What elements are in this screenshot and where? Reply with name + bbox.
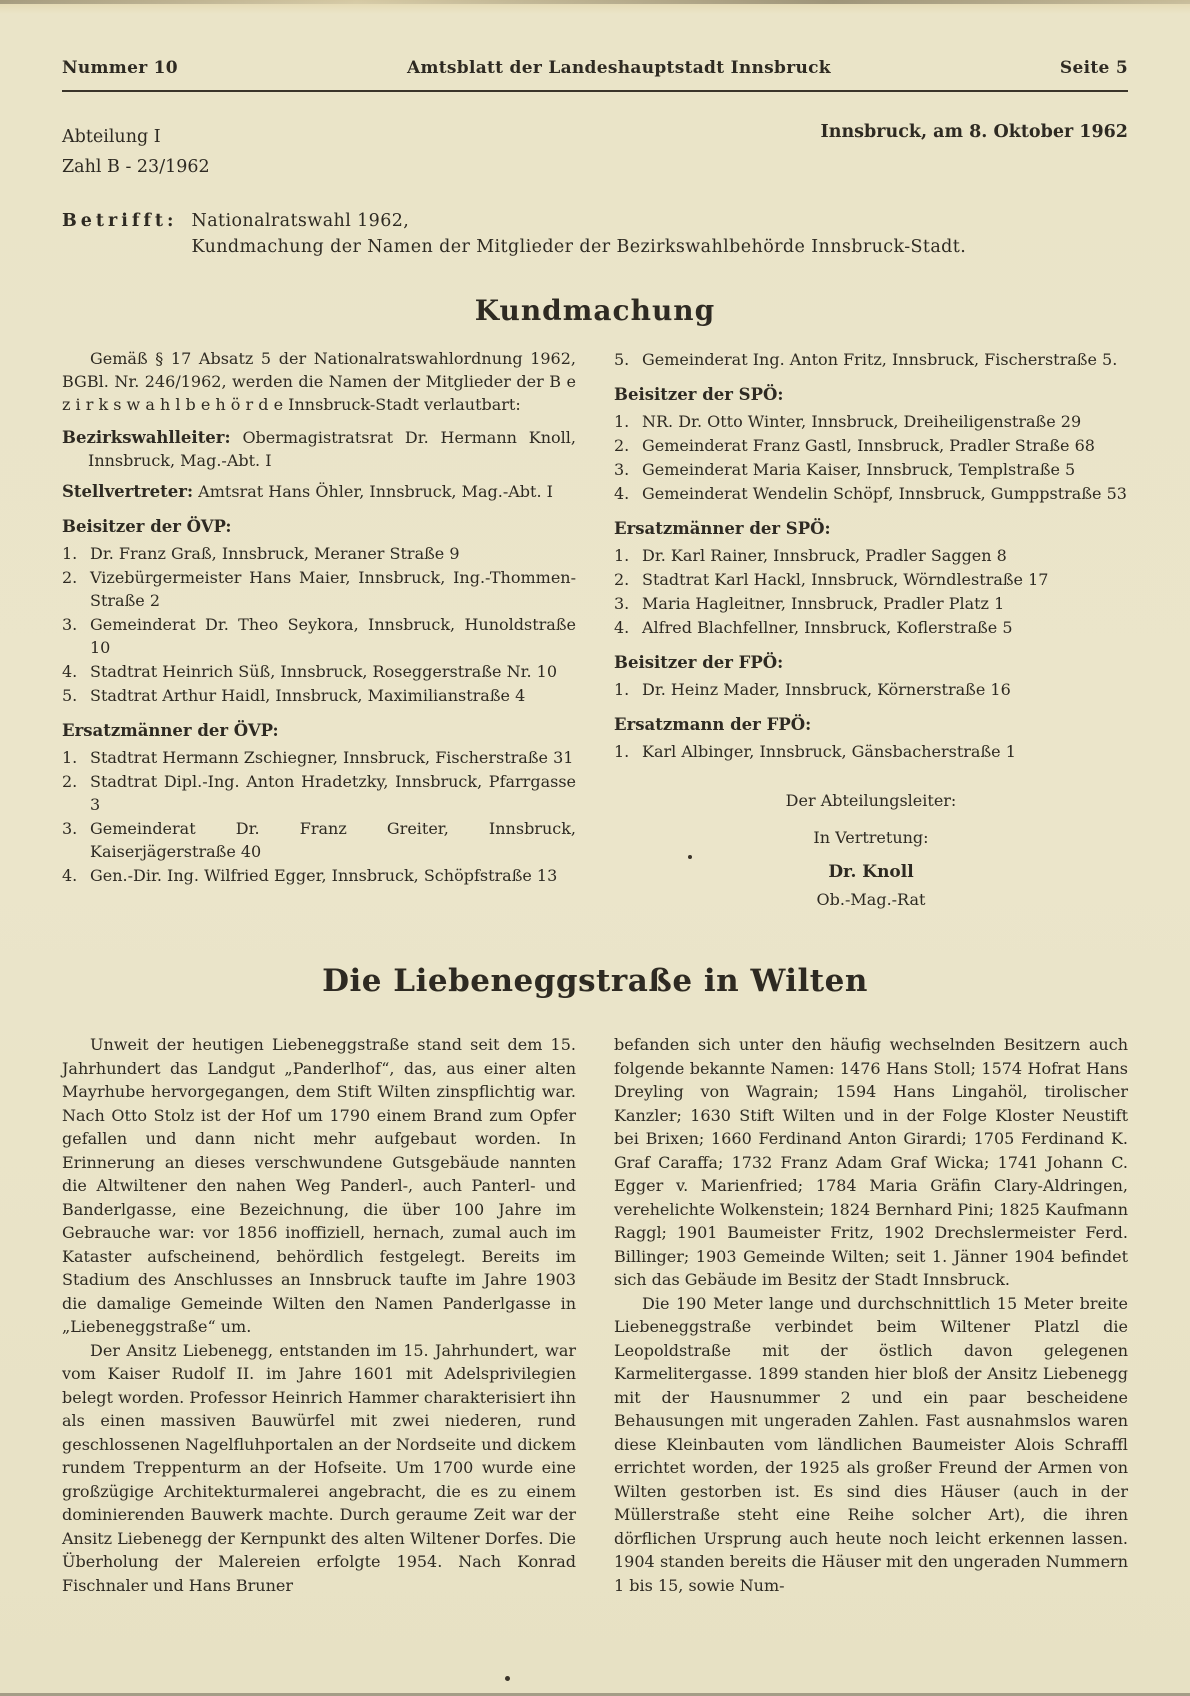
article-col-left [62, 1033, 576, 1597]
announcement-columns [62, 347, 1128, 911]
signature-deputy: In Vertretung: [813, 828, 929, 847]
section-heading-ovp-beisitzer: Beisitzer der ÖVP: [62, 517, 232, 536]
article-columns [62, 1033, 1128, 1597]
subject-block [62, 208, 1128, 260]
list-item: 4. Gen.-Dir. Ing. Wilfried Egger, Innsbruck, Schöpfstraße 13 [62, 866, 558, 885]
official-text: Amtsrat Hans Öhler, Innsbruck, Mag.-Abt. I [198, 482, 553, 501]
signature-role: Der Abteilungsleiter: [785, 791, 957, 810]
list-item: 2. Vizebürgermeister Hans Maier, Innsbruck, Ing.-Thommen-Straße 2 [62, 568, 576, 610]
list-item: 1. Dr. Heinz Mader, Innsbruck, Körnerstraße 16 [614, 680, 1011, 699]
list-item: 5. Gemeinderat Ing. Anton Fritz, Innsbruck, Fischerstraße 5. [614, 350, 1118, 369]
list-item: 3. Gemeinderat Maria Kaiser, Innsbruck, Templstraße 5 [614, 460, 1076, 479]
subject-line2: Kundmachung der Namen der Mitglieder der Bezirkswahlbehörde Innsbruck-Stadt. [191, 237, 967, 257]
list-item: 1. NR. Dr. Otto Winter, Innsbruck, Dreiheiligenstraße 29 [614, 412, 1082, 431]
section-heading-spo-ersatz: Ersatzmänner der SPÖ: [614, 519, 831, 538]
announcement-intro: Gemäß § 17 Absatz 5 der Nationalratswahlordnung 1962, BGBl. Nr. 246/1962, werden die Namen der Mitglieder der B e z i r k s w a h l b e h ö r d e Innsbruck-Stadt verlautbart: [62, 349, 576, 414]
page-number: Seite 5 [1059, 58, 1128, 78]
list-item: 4. Alfred Blachfellner, Innsbruck, Koflerstraße 5 [614, 618, 1013, 637]
list-item: 2. Stadtrat Dipl.-Ing. Anton Hradetzky, Innsbruck, Pfarrgasse 3 [62, 772, 576, 814]
announcement-col-left [62, 347, 576, 911]
list-item: 3. Gemeinderat Dr. Franz Greiter, Innsbruck, Kaiserjägerstraße 40 [62, 819, 576, 861]
signature-title: Ob.-Mag.-Rat [816, 890, 926, 909]
document-meta [62, 122, 1128, 182]
article-paragraph: befanden sich unter den häufig wechselnden Besitzern auch folgende bekannte Namen: 1476 Hans Stoll; 1574 Hofrat Hans Dreyling von Wagrain; 1594 Hans Lingahöl, tirolischer Kanzler; 1630 Stift Wilten und in der Folge Kloster Neustift bei Brixen; 1660 Ferdinand Anton Girardi; 1705 Ferdinand K. Graf Caraffa; 1732 Franz Adam Graf Wicka; 1741 Johann C. Egger v. Marienfried; 1784 Maria Gräfin Clary-Aldringen, verehelichte Wolkenstein; 1824 Bernhard Pini; 1825 Kaufmann Raggl; 1901 Baumeister Fritz, 1902 Drechslermeister Ferd. Billinger; 1903 Gemeinde Wilten; seit 1. Jänner 1904 befindet sich das Gebäude im Besitz der Stadt Innsbruck. [614, 1035, 1128, 1289]
list-item: 1. Stadtrat Hermann Zschiegner, Innsbruck, Fischerstraße 31 [62, 748, 574, 767]
list-item: 4. Stadtrat Heinrich Süß, Innsbruck, Roseggerstraße Nr. 10 [62, 662, 558, 681]
official-role: Stellvertreter: [62, 482, 194, 501]
subject-line1: Nationalratswahl 1962, [191, 211, 410, 231]
list-item: 2. Stadtrat Karl Hackl, Innsbruck, Wörndlestraße 17 [614, 570, 1049, 589]
section-heading-fpo-ersatz: Ersatzmann der FPÖ: [614, 715, 812, 734]
file-number: Zahl B - 23/1962 [62, 157, 210, 177]
subject-label: Betrifft: [62, 211, 178, 231]
list-item: 3. Gemeinderat Dr. Theo Seykora, Innsbruck, Hunoldstraße 10 [62, 615, 576, 657]
ink-speck [505, 1676, 510, 1681]
ink-speck [688, 855, 692, 859]
signature-block [614, 789, 1128, 911]
announcement-title: Kundmachung [474, 294, 716, 327]
article-paragraph: Die 190 Meter lange und durchschnittlich 15 Meter breite Liebeneggstraße verbindet beim Wiltener Platzl die Leopoldstraße mit der östlich davon gelegenen Karmelitergasse. 1899 standen hier bloß der Ansitz Liebenegg mit der Hausnummer 2 und ein paar bescheidene Behausungen mit ungeraden Zahlen. Fast ausnahmslos waren diese Kleinbauten vom ländlichen Baumeister Alois Schraffl errichtet worden, der 1925 als großer Freund der Armen von Wilten gestorben ist. Es sind dies Häuser (auch in der Müllerstraße steht eine Reihe solcher Art), die ihren dörflichen Ursprung auch heute noch leicht erkennen lassen. 1904 standen bereits die Häuser mit den ungeraden Nummern 1 bis 15, sowie Num- [614, 1293, 1128, 1595]
list-item: 1. Karl Albinger, Innsbruck, Gänsbacherstraße 1 [614, 742, 1016, 761]
official-entry [62, 480, 576, 503]
section-heading-fpo-beisitzer: Beisitzer der FPÖ: [614, 653, 784, 672]
department: Abteilung I [62, 127, 161, 147]
place-date: Innsbruck, am 8. Oktober 1962 [820, 122, 1128, 142]
issue-number: Nummer 10 [62, 58, 178, 78]
gazette-title: Amtsblatt der Landeshauptstadt Innsbruck [406, 58, 831, 78]
list-item: 5. Stadtrat Arthur Haidl, Innsbruck, Maximilianstraße 4 [62, 686, 526, 705]
announcement-col-right [614, 347, 1128, 911]
official-text: Obermagistratsrat Dr. Hermann Knoll, Innsbruck, Mag.-Abt. I [88, 428, 576, 470]
section-heading-ovp-ersatz: Ersatzmänner der ÖVP: [62, 721, 279, 740]
list-item: 4. Gemeinderat Wendelin Schöpf, Innsbruck, Gumppstraße 53 [614, 484, 1127, 503]
list-item: 2. Gemeinderat Franz Gastl, Innsbruck, Pradler Straße 68 [614, 436, 1095, 455]
official-role: Bezirkswahlleiter: [62, 428, 231, 447]
list-item: 1. Dr. Karl Rainer, Innsbruck, Pradler Saggen 8 [614, 546, 1007, 565]
signature-name: Dr. Knoll [828, 862, 914, 882]
section-heading-spo-beisitzer: Beisitzer der SPÖ: [614, 385, 784, 404]
list-item: 1. Dr. Franz Graß, Innsbruck, Meraner Straße 9 [62, 544, 460, 563]
official-entry [62, 426, 576, 472]
article-col-right [614, 1033, 1128, 1597]
masthead [62, 58, 1128, 92]
article-paragraph: Unweit der heutigen Liebeneggstraße stand seit dem 15. Jahrhundert das Landgut „Panderlhof“, das, aus einer alten Mayrhube hervorgegangen, dem Stift Wilten zinspflichtig war. Nach Otto Stolz ist der Hof um 1790 einem Brand zum Opfer gefallen und dann nicht mehr aufgebaut worden. In Erinnerung an dieses verschwundene Gutsgebäude nannten die Altwiltener den nahen Weg Panderl-, auch Panterl- und Banderlgasse, eine Bezeichnung, die über 100 Jahre im Gebrauche war: vor 1856 inoffiziell, hernach, zumal auch im Kataster aufscheinend, behördlich festgelegt. Bereits im Stadium des Anschlusses an Innsbruck taufte im Jahre 1903 die damalige Gemeinde Wilten den Namen Panderlgasse in „Liebeneggstraße“ um. [62, 1035, 576, 1336]
list-item: 3. Maria Hagleitner, Innsbruck, Pradler Platz 1 [614, 594, 1005, 613]
article-title: Die Liebeneggstraße in Wilten [322, 963, 868, 999]
article-paragraph: Der Ansitz Liebenegg, entstanden im 15. Jahrhundert, war vom Kaiser Rudolf II. im Jahre 1601 mit Adelsprivilegien belegt worden. Professor Heinrich Hammer charakterisiert ihn als einen massiven Bauwürfel mit zwei niederen, rund geschlossenen Nagelfluhportalen an der Nordseite und dickem rundem Treppenturm an der Hofseite. Um 1700 wurde eine großzügige Architekturmalerei angebracht, die es zu einem dominierenden Bauwerk machte. Durch geraume Zeit war der Ansitz Liebenegg der Kernpunkt des alten Wiltener Dorfes. Die Überholung der Malereien erfolgte 1954. Nach Konrad Fischnaler und Hans Bruner [62, 1340, 576, 1595]
